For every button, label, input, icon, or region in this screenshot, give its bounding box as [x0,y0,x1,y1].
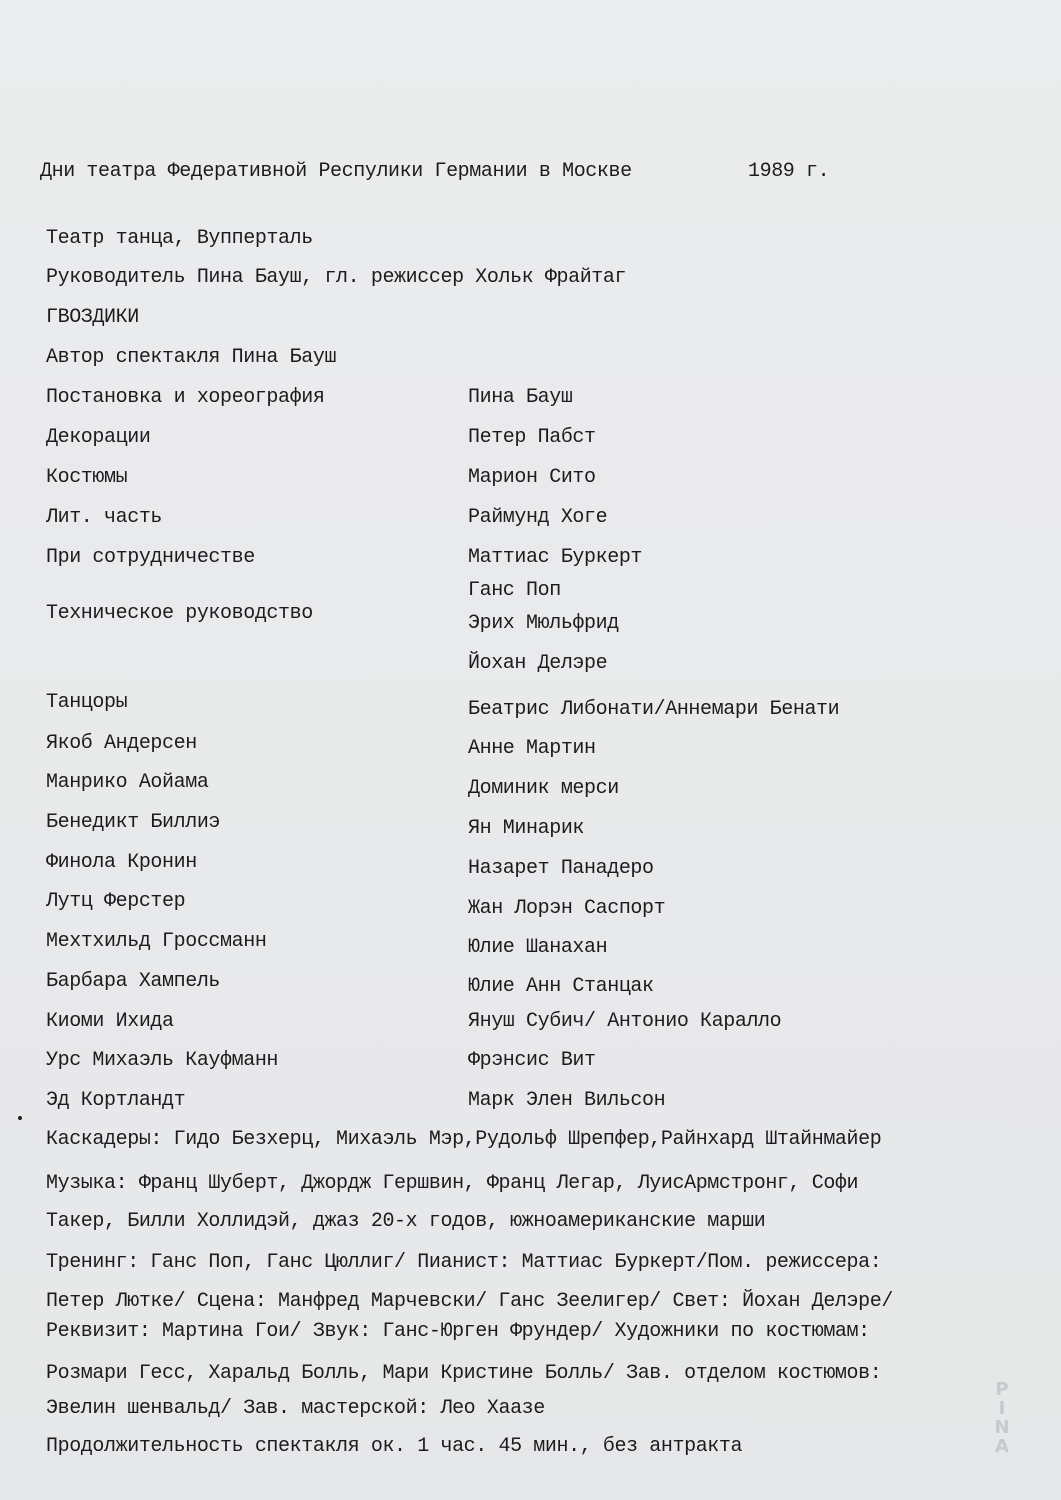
credit-name: Марион Сито [468,466,596,489]
footer-line: Петер Лютке/ Сцена: Манфред Марчевски/ Ганс Зеелигер/ Свет: Йохан Делэре/ [46,1290,893,1313]
credit-name: Маттиас Буркерт [468,546,643,569]
credit-role: Постановка и хореография [46,386,325,409]
ink-dot [18,1116,22,1120]
dancer-name: Назарет Панадеро [468,857,654,880]
dancer-name: Доминик мерси [468,777,619,800]
dancer-name: Фрэнсис Вит [468,1049,596,1072]
dancer-name: Марк Элен Вильсон [468,1089,666,1112]
dancer-name: Мехтхильд Гроссманн [46,930,267,953]
credit-role: Лит. часть [46,506,163,529]
dancer-name: Бенедикт Биллиэ [46,811,221,834]
footer-line: Эвелин шенвальд/ Зав. мастерской: Лео Хаазе [46,1397,545,1420]
dancer-name: Жан Лорэн Саспорт [468,897,666,920]
dancer-name: Юлие Шанахан [468,936,608,959]
credit-role: Костюмы [46,466,128,489]
dancer-name: Урс Михаэль Кауфманн [46,1049,279,1072]
document-year: 1989 г. [748,160,830,183]
footer-line: Тренинг: Ганс Поп, Ганс Цюллиг/ Пианист: Маттиас Буркерт/Пом. режиссера: [46,1251,882,1274]
dancer-name: Ян Минарик [468,817,585,840]
credit-name: Йохан Делэре [468,652,608,675]
dancer-name: Манрико Аойама [46,771,209,794]
theatre-name: Театр танца, Вупперталь [46,227,313,250]
dancer-name: Финола Кронин [46,851,197,874]
watermark-letter: A [995,1436,1009,1457]
watermark-letter: N [994,1417,1010,1438]
watermark-letter: P [995,1379,1009,1400]
pina-watermark-logo [990,1380,1014,1456]
footer-line: Реквизит: Мартина Гои/ Звук: Ганс-Юрген Фрундер/ Художники по костюмам: [46,1320,870,1343]
credit-role: Техническое руководство [46,602,313,625]
directors-line: Руководитель Пина Бауш, гл. режиссер Хольк Фрайтаг [46,266,627,289]
watermark-letter: I [998,1398,1006,1419]
credit-role: Декорации [46,426,151,449]
credit-name: Раймунд Хоге [468,506,608,529]
play-title: ГВОЗДИКИ [46,306,139,329]
author-line: Автор спектакля Пина Бауш [46,346,337,369]
credit-name: Ганс Поп [468,579,561,602]
dancer-name: Беатрис Либонати/Аннемари Бенати [468,698,840,721]
dancer-name: Юлие Анн Станцак [468,975,654,998]
dancer-name: Барбара Хампель [46,970,221,993]
credit-name: Петер Пабст [468,426,596,449]
dancer-name: Анне Мартин [468,737,596,760]
dancer-name: Якоб Андерсен [46,732,197,755]
footer-line: Каскадеры: Гидо Безхерц, Михаэль Мэр,Рудольф Шрепфер,Райнхард Штайнмайер [46,1128,882,1151]
dancer-name: Януш Субич/ Антонио Каралло [468,1010,782,1033]
credit-role: При сотрудничестве [46,546,255,569]
footer-line: Продолжительность спектакля ок. 1 час. 45 мин., без антракта [46,1435,743,1458]
footer-line: Розмари Гесс, Харальд Болль, Мари Кристине Болль/ Зав. отделом костюмов: [46,1362,882,1385]
credit-name: Эрих Мюльфрид [468,612,619,635]
dancer-name: Киоми Ихида [46,1010,174,1033]
credit-name: Пина Бауш [468,386,573,409]
dancer-name: Лутц Ферстер [46,890,186,913]
document-heading: Дни театра Федеративной Респулики Германии в Москве [40,160,632,183]
dancers-label: Танцоры [46,691,128,714]
footer-line: Музыка: Франц Шуберт, Джордж Гершвин, Франц Легар, ЛуисАрмстронг, Софи [46,1172,859,1195]
footer-line: Такер, Билли Холлидэй, джаз 20-х годов, южноамериканские марши [46,1210,766,1233]
dancer-name: Эд Кортландт [46,1089,186,1112]
